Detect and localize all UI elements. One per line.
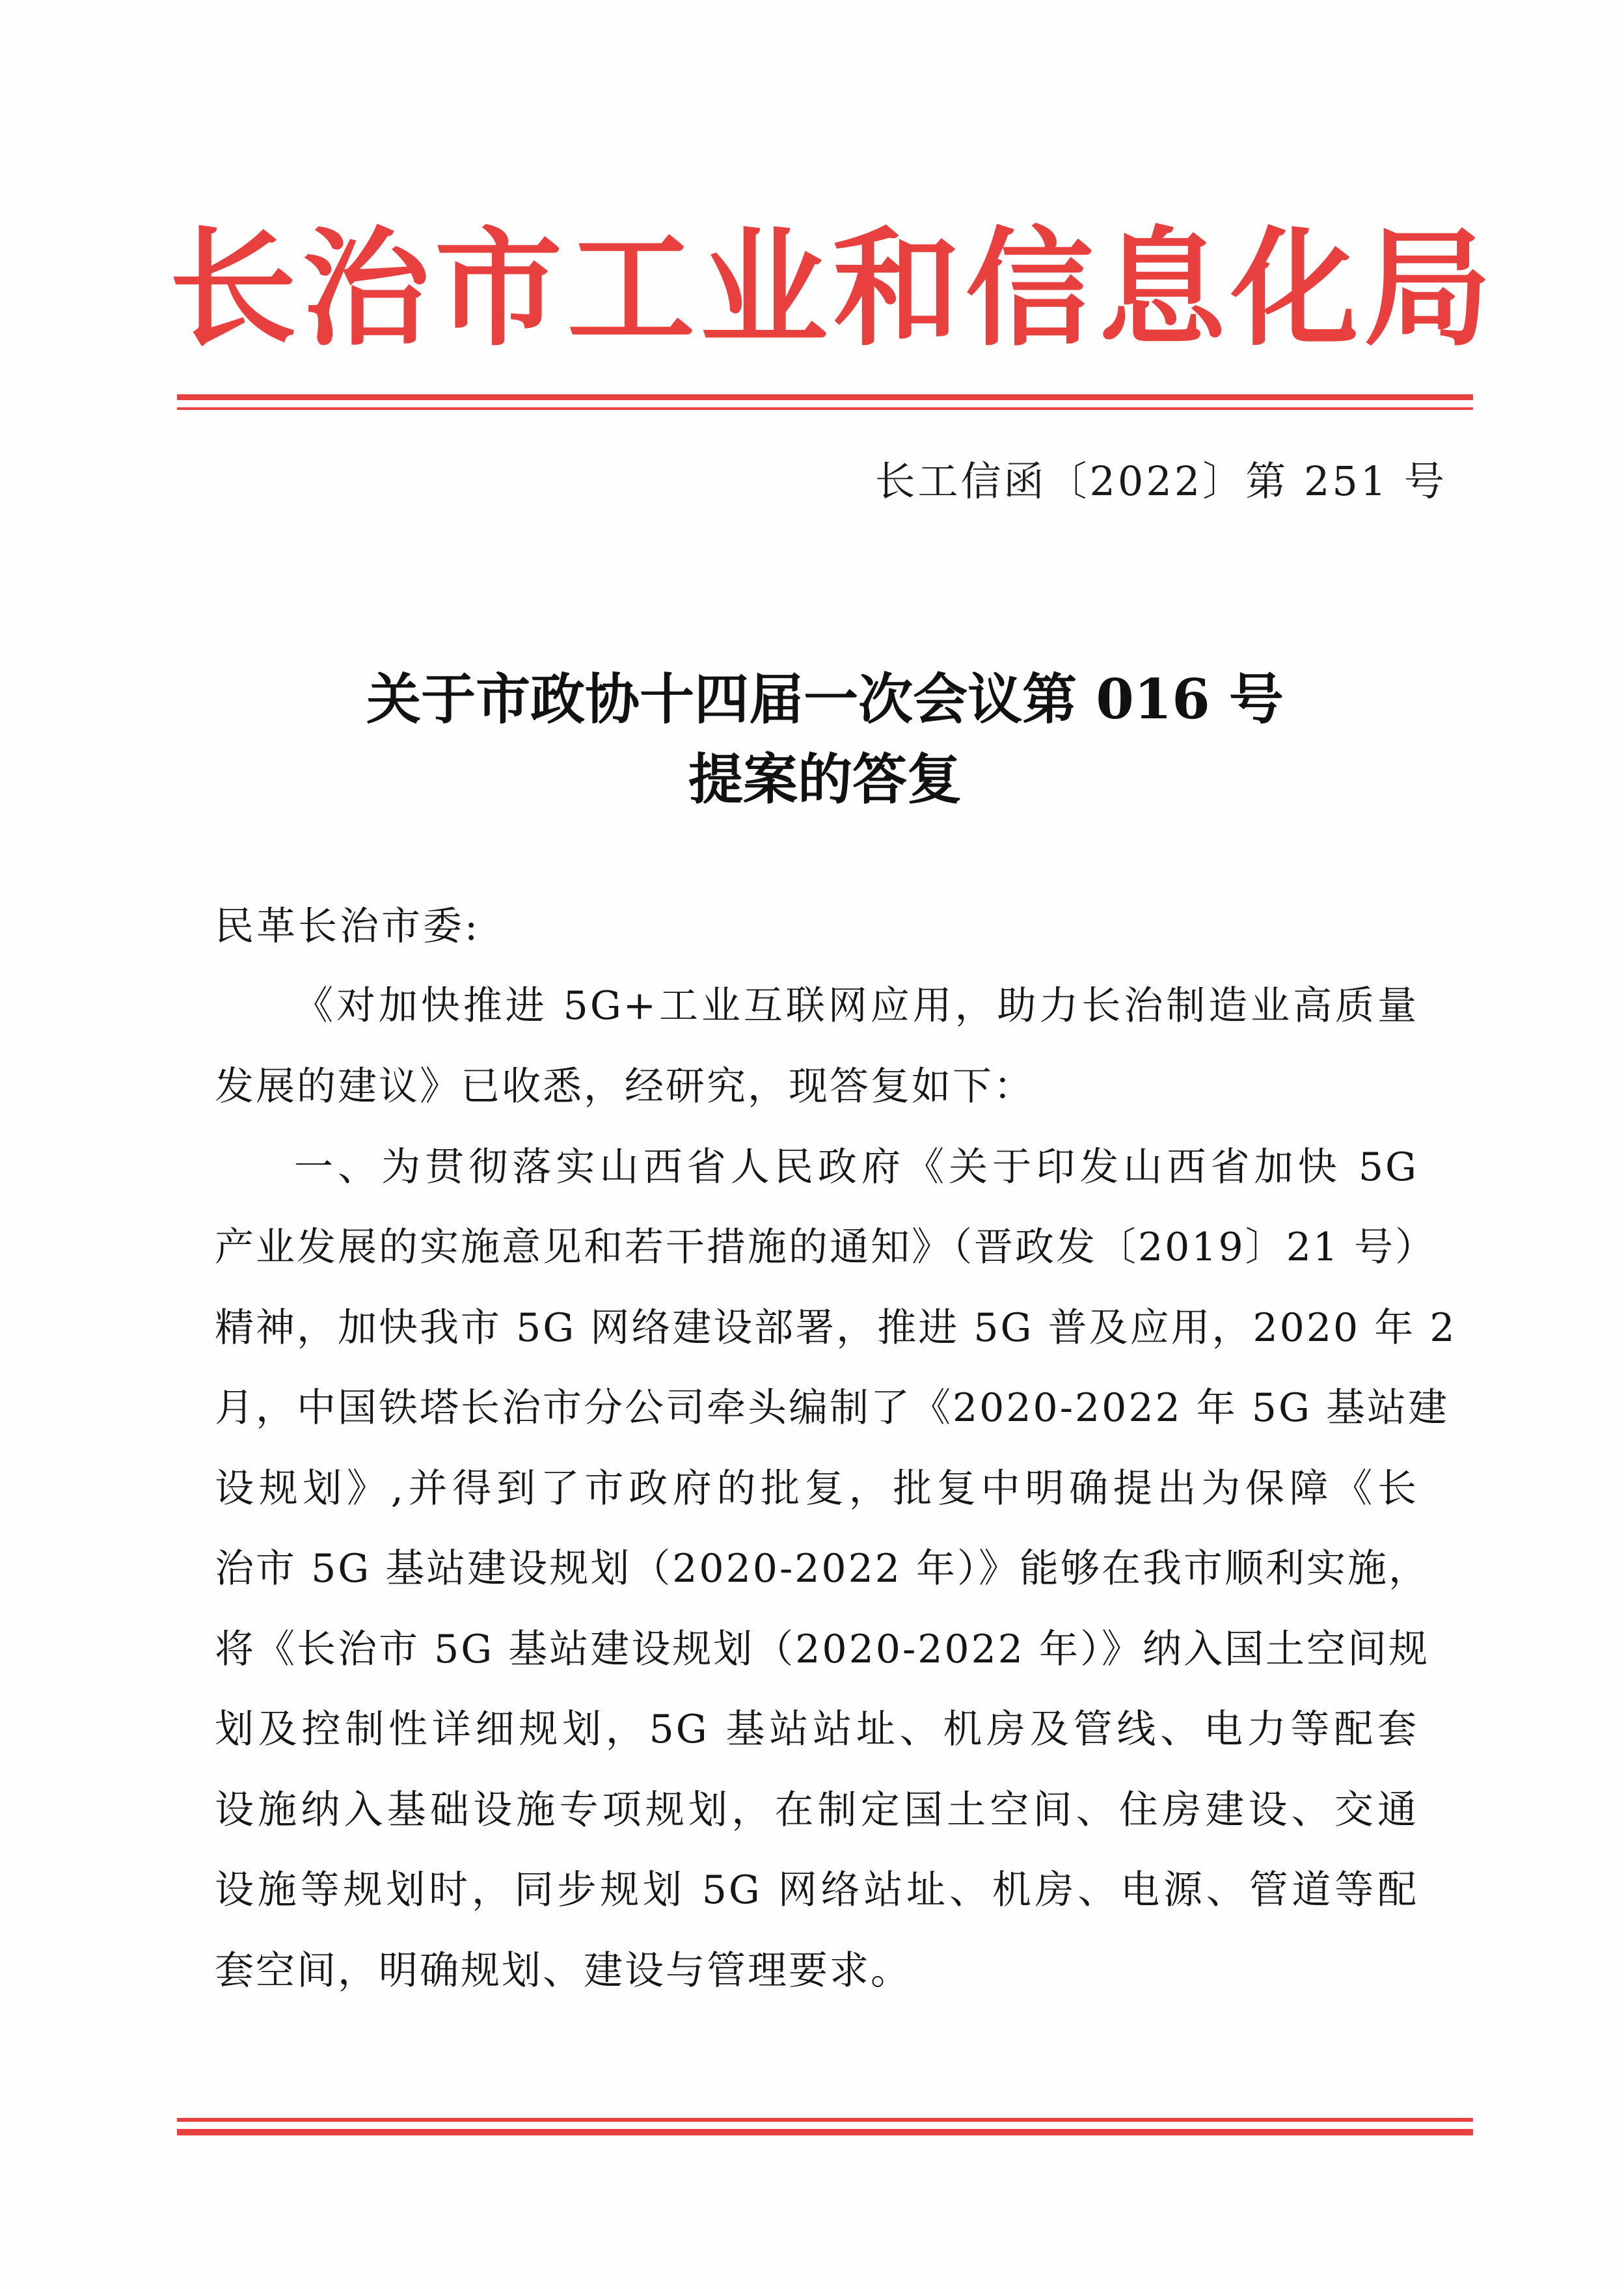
body-line: 设施等规划时，同步规划 5G 网络站址、机房、电源、管道等配	[215, 1867, 1418, 1913]
body-line: 产业发展的实施意见和若干措施的通知》（晋政发〔2019〕21 号）	[215, 1225, 1437, 1270]
header-red-rule-thin	[177, 407, 1473, 410]
document-title-line-1: 关于市政协十四届一次会议第 016 号	[366, 667, 1284, 731]
footer-red-rule-thin	[177, 2118, 1473, 2122]
header-red-rule-thick	[177, 394, 1473, 400]
body-line: 治市 5G 基站建设规划（2020-2022 年）》能够在我市顺利实施，	[215, 1546, 1429, 1591]
body-line: 一、为贯彻落实山西省人民政府《关于印发山西省加快 5G	[294, 1144, 1418, 1190]
body-line: 划及控制性详细规划，5G 基站站址、机房及管线、电力等配套	[215, 1707, 1418, 1752]
body-line: 发展的建议》已收悉，经研究，现答复如下：	[215, 1064, 1035, 1109]
body-line: 设施纳入基础设施专项规划，在制定国土空间、住房建设、交通	[215, 1787, 1418, 1833]
body-line: 《对加快推进 5G+工业互联网应用，助力长治制造业高质量	[294, 983, 1418, 1029]
footer-red-rule-thick	[177, 2129, 1473, 2135]
document-title-line-2: 提案的答复	[688, 747, 962, 811]
body-line: 套空间，明确规划、建设与管理要求。	[215, 1948, 912, 1994]
organization-header: 长治市工业和信息化局	[169, 215, 1497, 364]
body-line: 月，中国铁塔长治市分公司牵头编制了《2020-2022 年 5G 基站建	[215, 1385, 1449, 1431]
body-line: 精神，加快我市 5G 网络建设部署，推进 5G 普及应用，2020 年 2	[215, 1305, 1457, 1351]
body-line: 设规划》,并得到了市政府的批复，批复中明确提出为保障《长	[215, 1466, 1418, 1511]
document-number: 长工信函〔2022〕第 251 号	[874, 457, 1447, 505]
salutation: 民革长治市委:	[215, 904, 481, 949]
body-line: 将《长治市 5G 基站建设规划（2020-2022 年）》纳入国土空间规	[215, 1627, 1429, 1672]
